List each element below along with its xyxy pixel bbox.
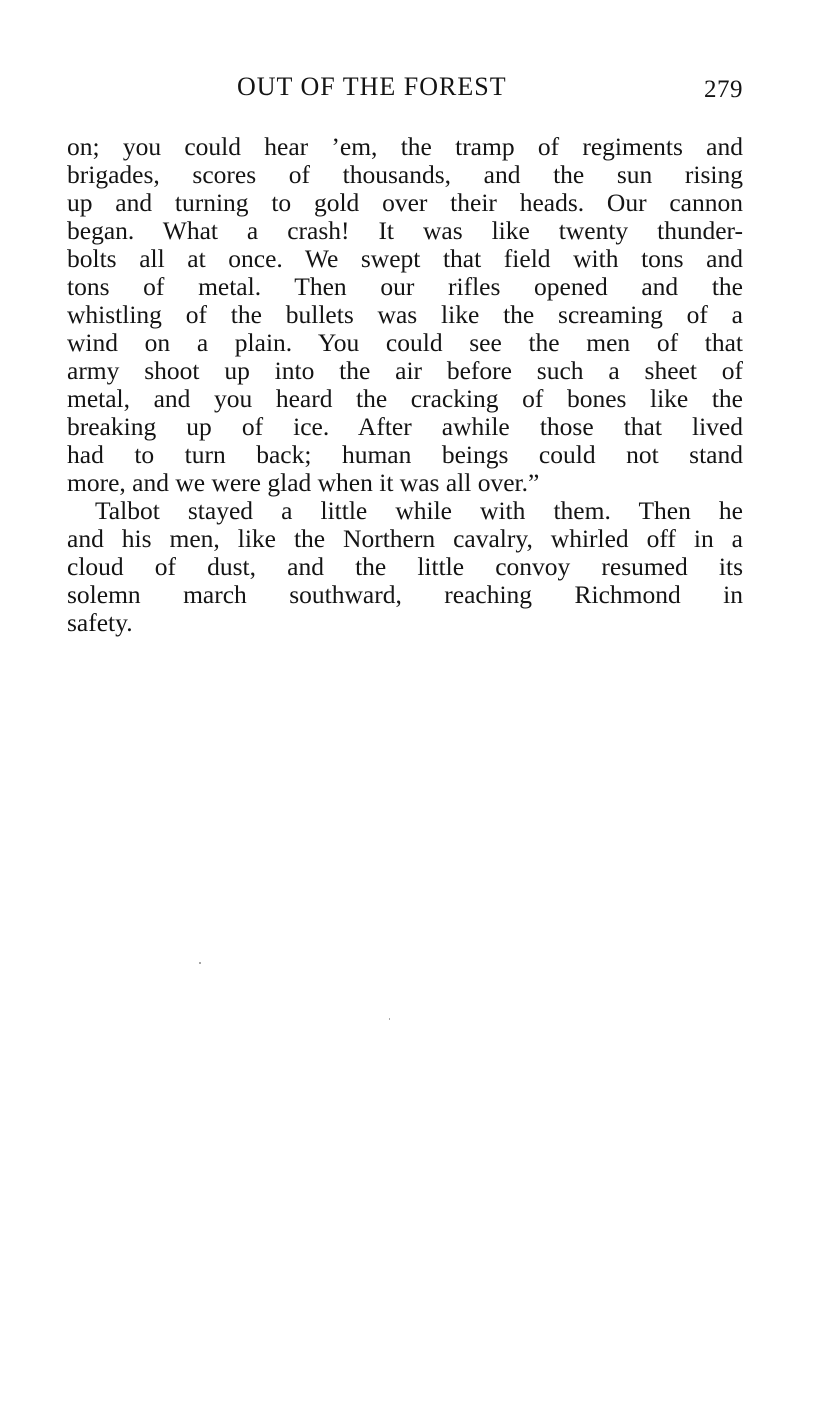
text-line: tons of metal. Then our rifles opened and the [67,272,743,301]
text-line: wind on a plain. You could see the men of that [67,328,743,357]
text-line: and his men, like the Northern cavalry, whirled off in a [67,524,743,553]
paragraph [67,133,743,497]
text-line: army shoot up into the air before such a sheet of [67,356,743,385]
text-line: on; you could hear ’em, the tramp of regiments and [67,132,743,161]
text-line: cloud of dust, and the little convoy resumed its [67,552,743,581]
text-line: brigades, scores of thousands, and the sun rising [67,160,743,189]
text-line: breaking up of ice. After awhile those that lived [67,412,743,441]
paragraph [67,497,743,637]
page-number: 279 [704,76,743,103]
text-line: solemn march southward, reaching Richmond in [67,580,743,609]
text-line: whistling of the bullets was like the screaming of a [67,300,743,329]
body-text [67,133,743,637]
running-head-title: OUT OF THE FOREST [237,72,507,101]
text-line: safety. [67,608,133,637]
scan-speck [389,1018,390,1020]
running-head [67,70,743,104]
text-line: metal, and you heard the cracking of bones like the [67,384,743,413]
text-line: bolts all at once. We swept that field with tons and [67,244,743,273]
text-line: more, and we were glad when it was all over.” [67,468,540,497]
scan-speck [199,962,201,964]
text-line: had to turn back; human beings could not stand [67,440,743,469]
text-line: began. What a crash! It was like twenty thunder- [67,216,743,245]
text-line: Talbot stayed a little while with them. Then he [95,496,743,525]
text-line: up and turning to gold over their heads. Our cannon [67,188,743,217]
